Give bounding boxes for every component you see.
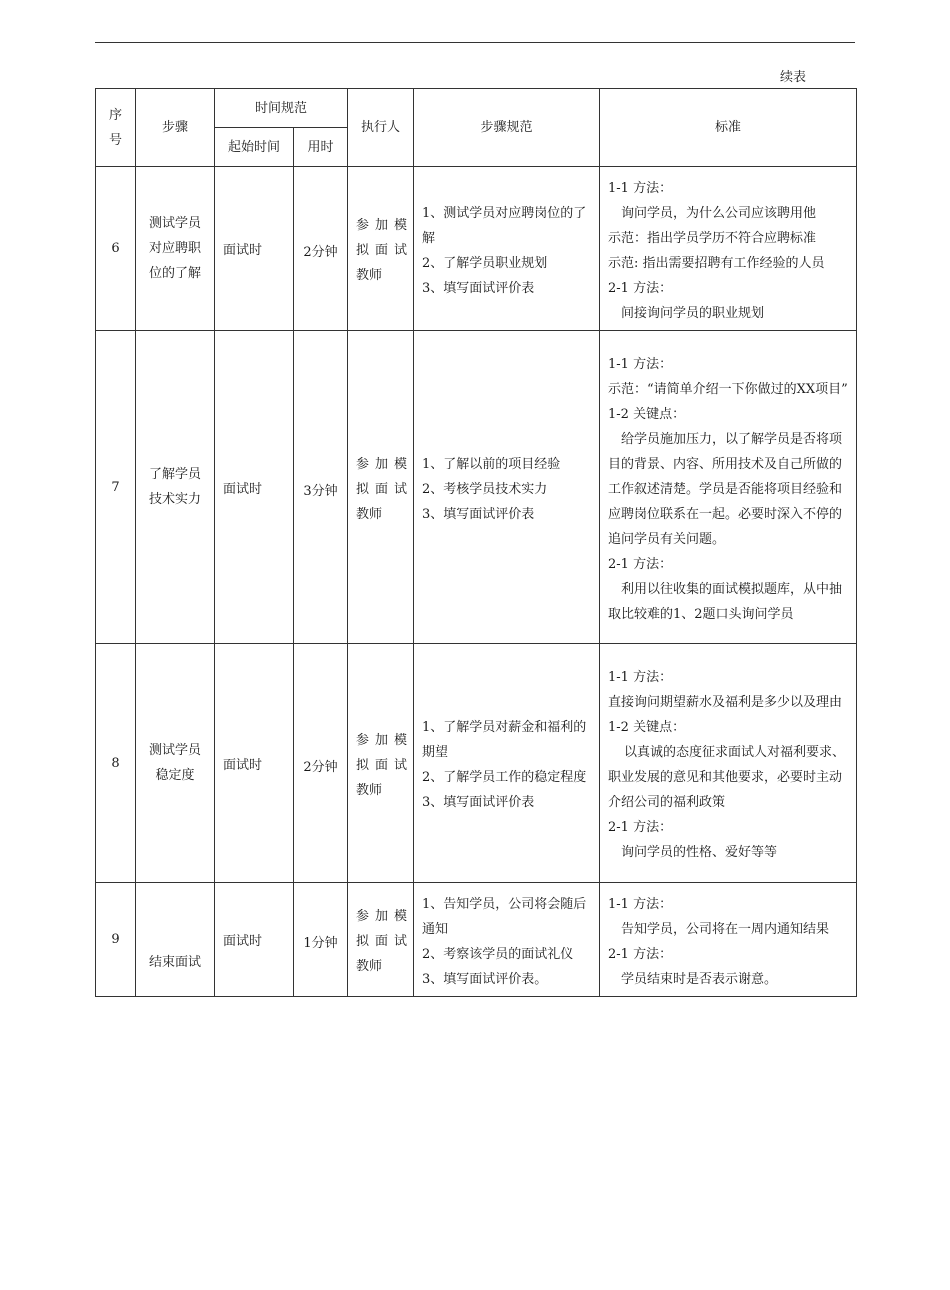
- standard-line: 示范：“请简单介绍一下你做过的XX项目”: [608, 381, 848, 397]
- row-executor: 参加模拟面试教师: [348, 883, 414, 997]
- standard-line: 1-1 方法：: [608, 180, 673, 196]
- row-executor: 参加模拟面试教师: [348, 167, 414, 331]
- row-executor: 参加模拟面试教师: [348, 331, 414, 644]
- row-step-spec: [414, 883, 600, 997]
- row-standard: [600, 331, 857, 644]
- row-duration: 3分钟: [294, 331, 348, 644]
- standard-line: 示范：指出学员学历不符合应聘标准: [608, 230, 817, 246]
- header-duration: 用时: [294, 128, 348, 167]
- standard-line: 1-2 关键点：: [608, 720, 686, 735]
- header-step-spec: 步骤规范: [414, 89, 600, 167]
- row-duration: 2分钟: [294, 644, 348, 883]
- table-row: [96, 644, 857, 883]
- row-no: 6: [96, 167, 136, 331]
- row-start-time: 面试时: [215, 331, 294, 644]
- standard-line: 1-1 方法：: [608, 356, 673, 372]
- standard-line: 2-1 方法：: [608, 280, 673, 296]
- step-item: 1、了解学员对薪金和福利的期望: [422, 720, 587, 760]
- row-step-spec: [414, 167, 600, 331]
- standard-line: 2-1 方法：: [608, 820, 673, 835]
- row-no: 8: [96, 644, 136, 883]
- row-step-spec: [414, 644, 600, 883]
- row-duration: 1分钟: [294, 883, 348, 997]
- header-start-time: 起始时间: [215, 128, 294, 167]
- step-item: 2、考察该学员的面试礼仪: [422, 946, 574, 962]
- step-item: 3、填写面试评价表。: [422, 971, 548, 987]
- row-step: 测试学员对应聘职位的了解: [136, 167, 215, 331]
- standard-line: 1-1 方法：: [608, 670, 673, 685]
- standard-line: 询问学员的性格、爱好等等: [621, 845, 778, 860]
- row-no: 9: [96, 883, 136, 997]
- standard-line: 2-1 方法：: [608, 556, 673, 572]
- standard-line: 告知学员，公司将在一周内通知结果: [621, 921, 830, 937]
- row-standard: [600, 883, 857, 997]
- standard-line: 间接询问学员的职业规划: [621, 305, 765, 321]
- header-executor: 执行人: [348, 89, 414, 167]
- standard-line: 以真诚的态度征求面试人对福利要求、职业发展的意见和其他要求，必要时主动介绍公司的福利政策: [608, 745, 846, 810]
- row-executor: 参加模拟面试教师: [348, 644, 414, 883]
- top-rule: [95, 42, 855, 43]
- standard-line: 直接询问期望薪水及福利是多少以及理由: [608, 695, 843, 710]
- row-standard: [600, 167, 857, 331]
- step-item: 3、填写面试评价表: [422, 506, 535, 522]
- row-start-time: 面试时: [215, 167, 294, 331]
- row-step-spec: [414, 331, 600, 644]
- standard-line: 给学员施加压力，以了解学员是否将项目的背景、内容、所用技术及自己所做的工作叙述清楚。学员是否能将项目经验和应聘岗位联系在一起。必要时深入不停的追问学员有关问题。: [608, 431, 843, 547]
- standard-line: 示范: 指出需要招聘有工作经验的人员: [608, 255, 825, 271]
- step-item: 2、了解学员职业规划: [422, 255, 548, 271]
- standard-line: 利用以往收集的面试模拟题库，从中抽取比较难的1、2题口头询问学员: [608, 581, 843, 622]
- step-item: 1、测试学员对应聘岗位的了解: [422, 205, 587, 246]
- table-row: [96, 167, 857, 331]
- standard-line: 询问学员，为什么公司应该聘用他: [621, 205, 817, 221]
- table-row: [96, 331, 857, 644]
- step-item: 2、考核学员技术实力: [422, 481, 548, 497]
- standard-line: 学员结束时是否表示谢意。: [621, 971, 778, 987]
- step-item: 3、填写面试评价表: [422, 280, 535, 296]
- standard-line: 1-1 方法：: [608, 896, 673, 912]
- row-standard: [600, 644, 857, 883]
- table-row: [96, 883, 857, 997]
- standard-line: 2-1 方法：: [608, 946, 673, 962]
- row-step: 测试学员稳定度: [136, 644, 215, 883]
- standard-line: 1-2 关键点：: [608, 406, 686, 422]
- header-standard: 标准: [600, 89, 857, 167]
- header-step: 步骤: [136, 89, 215, 167]
- row-no: 7: [96, 331, 136, 644]
- step-item: 2、了解学员工作的稳定程度: [422, 770, 587, 785]
- procedure-table: [95, 88, 857, 997]
- step-item: 3、填写面试评价表: [422, 795, 535, 810]
- row-step: 结束面试: [136, 883, 215, 997]
- header-no: 序号: [96, 89, 136, 167]
- row-start-time: 面试时: [215, 883, 294, 997]
- step-item: 1、了解以前的项目经验: [422, 456, 561, 472]
- row-duration: 2分钟: [294, 167, 348, 331]
- row-step: 了解学员技术实力: [136, 331, 215, 644]
- step-item: 1、告知学员，公司将会随后通知: [422, 896, 587, 937]
- header-time-spec: 时间规范: [215, 89, 348, 128]
- row-start-time: 面试时: [215, 644, 294, 883]
- continued-label: 续表: [780, 70, 807, 85]
